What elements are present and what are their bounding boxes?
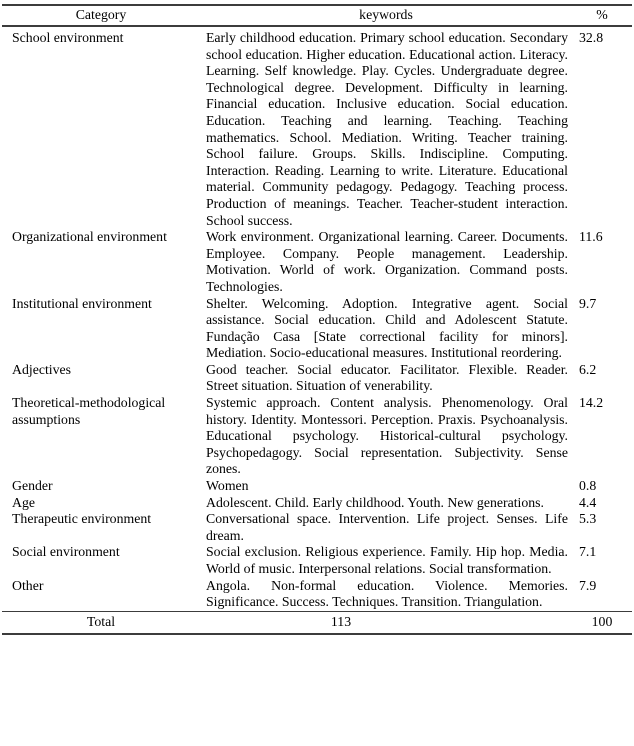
percent-cell: 6.2 (579, 361, 597, 377)
category-cell: Age (12, 494, 35, 510)
category-cell: Gender (12, 478, 53, 494)
category-cell: Adjectives (12, 361, 72, 377)
keywords-cell: Good teacher. Social educator. Facilitator. Flexible. Reader. Street situation. Situation of venerability. (206, 361, 568, 394)
table-footer (2, 611, 632, 634)
keywords-cell: Shelter. Welcoming. Adoption. Integrative agent. Social assistance. Social education. Child and Adolescent Statute. Fundação Casa [State correctional facility for minors]. Mediation. Socio-educational measures. Institutional reordering. (206, 295, 568, 361)
keywords-cell: Early childhood education. Primary school education. Secondary school education. Higher education. Educational action. Literacy. Learning. Self knowledge. Play. Cycles. Undergraduate degree. Technological degree. Development. Difficulty in learning. Financial education. Inclusive education. Social education. Education. Teaching and learning. Teaching. Teaching mathematics. School. Mediation. Writing. Teacher training. School failure. Groups. Skills. Indiscipline. Computing. Interaction. Reading. Learning to write. Literature. Educational material. Community pedagogy. Pedagogy. Teaching process. Production of meanings. Teacher. Teacher-student interaction. School success. (206, 30, 568, 228)
percent-cell: 11.6 (579, 229, 603, 245)
category-cell: Other (12, 577, 44, 593)
table-row (2, 544, 632, 577)
keywords-cell: Conversational space. Intervention. Life project. Senses. Life dream. (206, 511, 568, 543)
table-body (2, 26, 632, 611)
total-keywords-count: 113 (200, 611, 572, 634)
percent-cell: 14.2 (579, 395, 604, 411)
column-header-category: Category (2, 5, 200, 26)
percent-cell: 32.8 (579, 30, 604, 45)
keywords-cell: Work environment. Organizational learning. Career. Documents. Employee. Company. People management. Leadership. Motivation. World of work. Organization. Command posts. Technologies. (206, 229, 568, 294)
table-row (2, 495, 632, 512)
table-row (2, 296, 632, 362)
table-row (2, 478, 632, 495)
category-cell: School environment (12, 30, 124, 45)
keywords-cell: Angola. Non-formal education. Violence. Memories. Significance. Success. Techniques. Transition. Triangulation. (206, 577, 568, 610)
category-cell: Social environment (12, 544, 120, 560)
header-row (2, 5, 632, 26)
table-row (2, 578, 632, 612)
total-percent: 100 (572, 611, 632, 634)
keywords-cell: Social exclusion. Religious experience. Family. Hip hop. Media. World of music. Interpersonal relations. Social transformation. (206, 544, 568, 576)
percent-cell: 0.8 (579, 478, 597, 494)
column-header-percent: % (572, 5, 632, 26)
table-row (2, 511, 632, 544)
keywords-cell: Adolescent. Child. Early childhood. Youth. New generations. (206, 494, 544, 510)
total-row (2, 611, 632, 634)
category-cell: Institutional environment (12, 295, 152, 311)
percent-cell: 9.7 (579, 295, 597, 311)
table-row (2, 362, 632, 395)
percent-cell: 7.9 (579, 577, 597, 593)
table-row (2, 229, 632, 295)
table-row (2, 395, 632, 478)
percent-cell: 7.1 (579, 544, 597, 560)
category-cell: Organizational environment (12, 229, 167, 245)
total-label: Total (2, 611, 200, 634)
category-cell: Theoretical-methodological assumptions (12, 395, 166, 427)
percent-cell: 5.3 (579, 511, 597, 527)
keywords-cell: Women (206, 478, 249, 494)
table-row (2, 26, 632, 229)
table-header (2, 5, 632, 26)
keywords-cell: Systemic approach. Content analysis. Phenomenology. Oral history. Identity. Montessori. Perception. Praxis. Psychoanalysis. Educational psychology. Historical-cultural psychology. Psychopedagogy. Social representation. Subjectivity. Sense zones. (206, 395, 568, 477)
column-header-keywords: keywords (200, 5, 572, 26)
category-cell: Therapeutic environment (12, 511, 152, 527)
percent-cell: 4.4 (579, 494, 597, 510)
keywords-category-table (2, 4, 632, 635)
